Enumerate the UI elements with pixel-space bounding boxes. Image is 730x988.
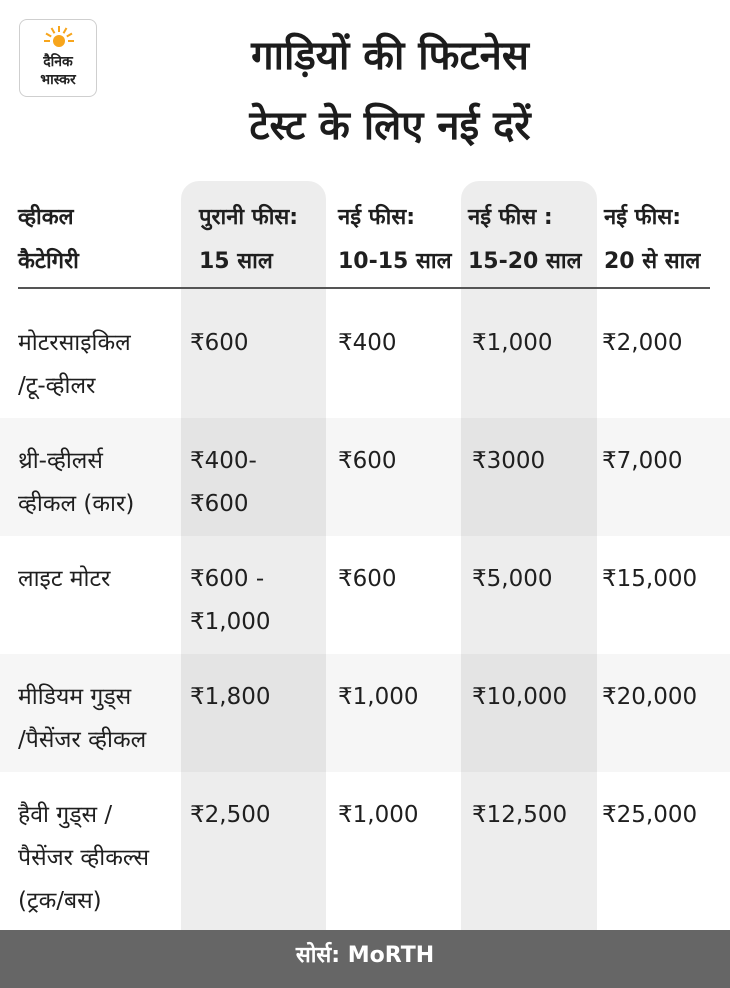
- category-cell: [18, 676, 146, 762]
- old-fee-cell: [190, 676, 270, 719]
- logo-text-line1: दैनिक: [43, 54, 73, 70]
- sun-icon: [44, 25, 74, 53]
- fee-20-plus-cell: ₹15,000: [602, 566, 698, 592]
- category-line: मीडियम गुड्स: [18, 684, 132, 710]
- header-line1: व्हीकल: [18, 205, 74, 230]
- category-line: पैसेंजर व्हीकल्स: [18, 845, 150, 871]
- old-fee-cell: [190, 322, 249, 365]
- header-line2: 15 साल: [199, 249, 273, 274]
- old-fee-cell: [190, 440, 257, 526]
- header-line1: नई फीस :: [468, 205, 553, 230]
- category-cell: [18, 558, 110, 601]
- category-line: लाइट मोटर: [18, 566, 111, 592]
- header-line2: 15-20 साल: [468, 249, 582, 274]
- logo-text-line2: भास्कर: [40, 72, 76, 88]
- source-footer: [0, 930, 730, 988]
- table-row: [0, 654, 730, 772]
- fee-10-15-cell: ₹1,000: [338, 802, 419, 828]
- table-row: [0, 536, 730, 654]
- header-line2: कैटेगिरी: [18, 249, 79, 274]
- category-line: व्हीकल (कार): [18, 491, 135, 517]
- category-cell: [18, 440, 134, 526]
- header-old-fee: [199, 196, 298, 284]
- fee-20-plus-cell: ₹25,000: [602, 802, 698, 828]
- old-fee-cell: [190, 558, 270, 644]
- old-fee-line: ₹2,500: [190, 802, 271, 828]
- old-fee-line: ₹1,800: [190, 684, 271, 710]
- fee-15-20-cell: ₹1,000: [472, 330, 553, 356]
- header-line1: पुरानी फीस:: [199, 205, 299, 230]
- fee-10-15-cell: ₹600: [338, 566, 397, 592]
- header-line1: नई फीस:: [338, 205, 416, 230]
- fee-15-20-cell: ₹5,000: [472, 566, 553, 592]
- old-fee-line: ₹600 -: [190, 566, 265, 592]
- fee-20-plus-cell: ₹7,000: [602, 448, 683, 474]
- fee-20-plus-cell: ₹2,000: [602, 330, 683, 356]
- category-line: मोटरसाइकिल: [18, 330, 131, 356]
- header-new-fee-10-15: [338, 196, 452, 284]
- table-row: [0, 300, 730, 418]
- old-fee-line: ₹600: [190, 491, 249, 517]
- fee-10-15-cell: ₹1,000: [338, 684, 419, 710]
- source-text: सोर्स: MoRTH: [295, 943, 435, 968]
- header-line2: 20 से साल: [604, 249, 701, 274]
- header-divider: [18, 287, 710, 289]
- fee-15-20-cell: ₹10,000: [472, 684, 568, 710]
- fee-10-15-cell: ₹600: [338, 448, 397, 474]
- header-line1: नई फीस:: [604, 205, 682, 230]
- category-cell: [18, 322, 131, 408]
- old-fee-cell: [190, 794, 270, 837]
- table-row: [0, 418, 730, 536]
- header-new-fee-20-plus: [604, 196, 700, 284]
- category-cell: [18, 794, 149, 923]
- header-new-fee-15-20: [468, 196, 582, 284]
- dainik-bhaskar-logo: [19, 19, 97, 97]
- old-fee-line: ₹600: [190, 330, 249, 356]
- header-vehicle-category: [18, 196, 79, 284]
- fee-15-20-cell: ₹12,500: [472, 802, 568, 828]
- table-row: [0, 772, 730, 930]
- old-fee-line: ₹400-: [190, 448, 257, 474]
- fee-20-plus-cell: ₹20,000: [602, 684, 698, 710]
- category-line: हैवी गुड्स /: [18, 802, 113, 828]
- category-line: थ्री-व्हीलर्स: [18, 448, 103, 474]
- page-title-line2: टेस्ट के लिए नई दरें: [249, 103, 531, 149]
- header-line2: 10-15 साल: [338, 249, 452, 274]
- old-fee-line: ₹1,000: [190, 609, 271, 635]
- page-title-line1: गाड़ियों की फिटनेस: [251, 33, 529, 79]
- category-line: /पैसेंजर व्हीकल: [18, 727, 147, 753]
- category-line: /टू-व्हीलर: [18, 373, 96, 399]
- fee-15-20-cell: ₹3000: [472, 448, 546, 474]
- fee-10-15-cell: ₹400: [338, 330, 397, 356]
- category-line: (ट्रक/बस): [18, 888, 102, 914]
